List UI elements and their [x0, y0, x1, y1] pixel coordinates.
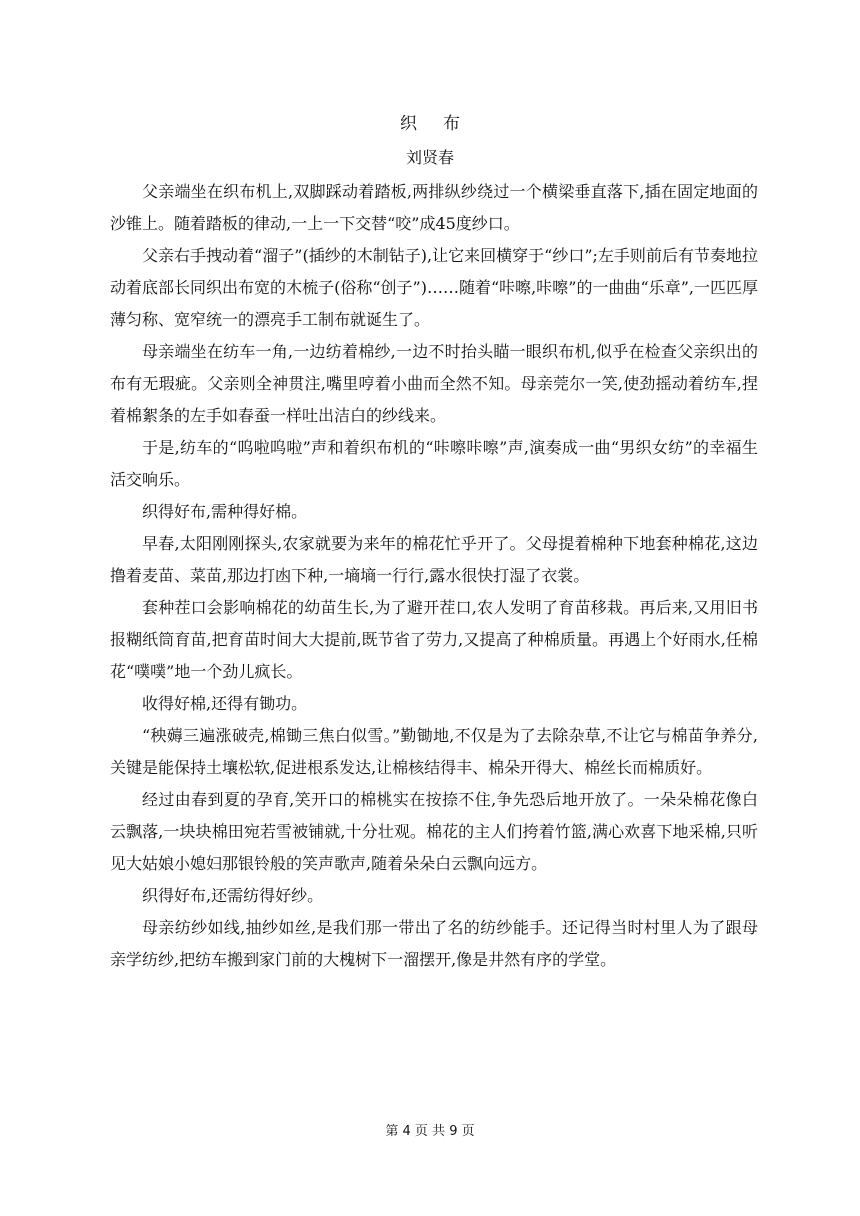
paragraph-10: 经过由春到夏的孕育,笑开口的棉桃实在按捺不住,争先恐后地开放了。一朵朵棉花像白云飘落,一块块棉田宛若雪被铺就,十分壮观。棉花的主人们挎着竹篮,满心欢喜下地采棉,只听见大姑娘小媳妇那银铃般的笑声歌声,随着朵朵白云飘向远方。	[110, 790, 758, 873]
article-title: 织布	[400, 114, 486, 134]
paragraph-5: 织得好布,需种得好棉。	[142, 502, 308, 521]
paragraph-1: 父亲端坐在织布机上,双脚踩动着踏板,两排纵纱绕过一个横梁垂直落下,插在固定地面的沙锥上。随着踏板的律动,一上一下交替“咬”成45度纱口。	[110, 182, 758, 233]
article-author: 刘贤春	[405, 148, 454, 167]
paragraph-9: “秧薅三遍涨破壳,棉锄三焦白似雪。”勤锄地,不仅是为了去除杂草,不让它与棉苗争养分,关键是能保持土壤松软,促进根系发达,让棉核结得丰、棉朵开得大、棉丝长而棉质好。	[110, 726, 758, 777]
page-footer: 第 4 页 共 9 页	[385, 1124, 475, 1139]
paragraph-2: 父亲右手拽动着“溜子”(插纱的木制钻子),让它来回横穿于“纱口”;左手则前后有节奏地拉动着底部长同织出布宽的木梳子(俗称“创子”)……随着“咔嚓,咔嚓”的一曲曲“乐章”,一匹匹厚薄匀称、宽窄统一的漂亮手工制布就诞生了。	[110, 246, 758, 329]
paragraph-11: 织得好布,还需纺得好纱。	[142, 886, 324, 905]
paragraph-3: 母亲端坐在纺车一角,一边纺着棉纱,一边不时抬头瞄一眼织布机,似乎在检查父亲织出的布有无瑕疵。父亲则全神贯注,嘴里哼着小曲而全然不知。母亲莞尔一笑,使劲摇动着纺车,捏着棉絮条的左手如春蚕一样吐出洁白的纱线来。	[110, 342, 758, 425]
article-body	[110, 176, 758, 976]
paragraph-12: 母亲纺纱如线,抽纱如丝,是我们那一带出了名的纺纱能手。还记得当时村里人为了跟母亲学纺纱,把纺车搬到家门前的大槐树下一溜摆开,像是井然有序的学堂。	[110, 918, 758, 969]
paragraph-4: 于是,纺车的“呜啦呜啦”声和着织布机的“咔嚓咔嚓”声,演奏成一曲“男织女纺”的幸福生活交响乐。	[110, 438, 758, 489]
paragraph-6: 早春,太阳刚刚探头,农家就要为来年的棉花忙乎开了。父母提着棉种下地套种棉花,这边撸着麦苗、菜苗,那边打凼下种,一墒墒一行行,露水很快打湿了衣裳。	[110, 534, 758, 585]
paragraph-8: 收得好棉,还得有锄功。	[142, 694, 308, 713]
paragraph-7: 套种茬口会影响棉花的幼苗生长,为了避开茬口,农人发明了育苗移栽。再后来,又用旧书报糊纸筒育苗,把育苗时间大大提前,既节省了劳力,又提高了种棉质量。再遇上个好雨水,任棉花“噗噗”地一个劲儿疯长。	[110, 598, 758, 681]
